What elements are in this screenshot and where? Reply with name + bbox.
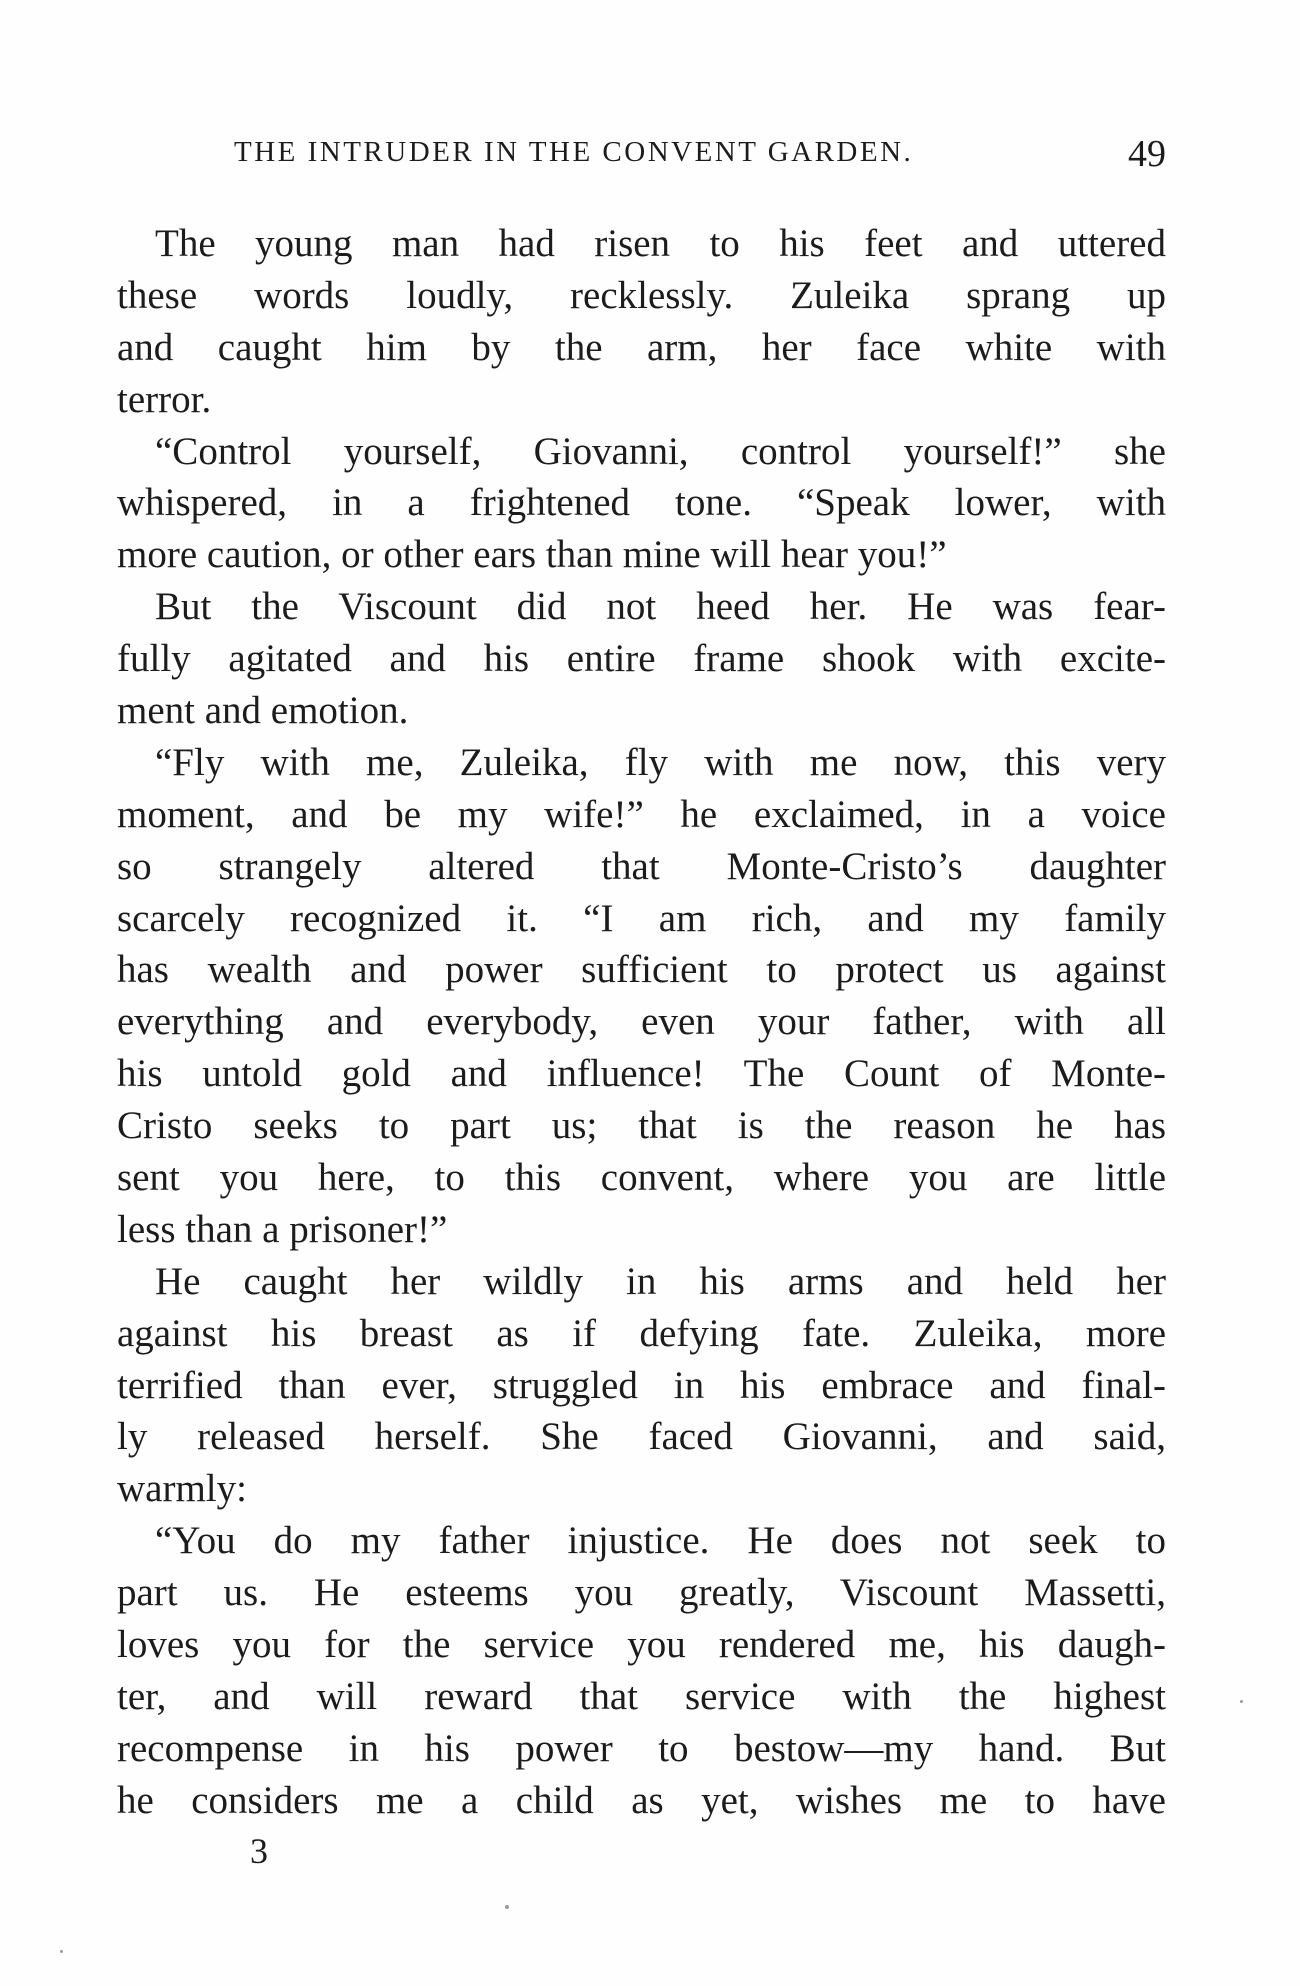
text-line: loves you for the service you rendered me, his daugh- — [117, 1623, 1166, 1667]
text-line: against his breast as if defying fate. Zuleika, more — [117, 1311, 1166, 1355]
text-line: But the Viscount did not heed her. He was fear- — [155, 585, 1166, 629]
text-line: “Control yourself, Giovanni, control yourself!” she — [155, 429, 1166, 473]
text-line: whispered, in a frightened tone. “Speak lower, with — [117, 481, 1166, 525]
text-line: “You do my father injustice. He does not seek to — [155, 1519, 1166, 1563]
text-line: fully agitated and his entire frame shook with excite- — [117, 637, 1166, 681]
paper-speck — [1240, 1700, 1243, 1703]
text-line: sent you here, to this convent, where you are little — [117, 1156, 1166, 1200]
text-line: scarcely recognized it. “I am rich, and my family — [117, 896, 1166, 940]
page-header — [234, 132, 1166, 182]
text-line: terror. — [117, 377, 212, 421]
text-line: these words loudly, recklessly. Zuleika sprang up — [117, 273, 1166, 317]
paper-speck — [505, 1905, 509, 1909]
signature-mark: 3 — [250, 1831, 268, 1871]
text-line: he considers me a child as yet, wishes me to have — [117, 1778, 1166, 1822]
text-line: ly released herself. She faced Giovanni, and said, — [117, 1415, 1166, 1459]
text-line: ter, and will reward that service with the highest — [117, 1674, 1166, 1718]
text-line: his untold gold and influence! The Count of Monte- — [117, 1052, 1166, 1096]
text-line: moment, and be my wife!” he exclaimed, in a voice — [117, 792, 1166, 836]
text-line: Cristo seeks to part us; that is the reason he has — [117, 1104, 1166, 1148]
text-line: “Fly with me, Zuleika, fly with me now, this very — [155, 740, 1166, 784]
text-line: ment and emotion. — [117, 689, 409, 733]
page-number: 49 — [1128, 133, 1166, 175]
text-line: so strangely altered that Monte-Cristo’s daughter — [117, 844, 1166, 888]
text-line: everything and everybody, even your father, with all — [117, 1000, 1166, 1044]
text-line: recompense in his power to bestow—my hand. But — [117, 1726, 1166, 1770]
text-line: terrified than ever, struggled in his embrace and final- — [117, 1363, 1166, 1407]
text-line: and caught him by the arm, her face white with — [117, 325, 1166, 369]
text-line: He caught her wildly in his arms and held her — [155, 1259, 1166, 1303]
body-text — [117, 218, 1166, 1827]
paper-speck — [60, 1950, 63, 1953]
text-line: less than a prisoner!” — [117, 1207, 448, 1251]
text-line: The young man had risen to his feet and uttered — [155, 222, 1166, 265]
text-line: warmly: — [117, 1467, 247, 1511]
text-line: more caution, or other ears than mine will hear you!” — [117, 533, 947, 577]
running-head: THE INTRUDER IN THE CONVENT GARDEN. — [234, 136, 914, 168]
text-line: part us. He esteems you greatly, Viscount Massetti, — [117, 1571, 1166, 1615]
text-line: has wealth and power sufficient to protect us against — [117, 948, 1166, 992]
